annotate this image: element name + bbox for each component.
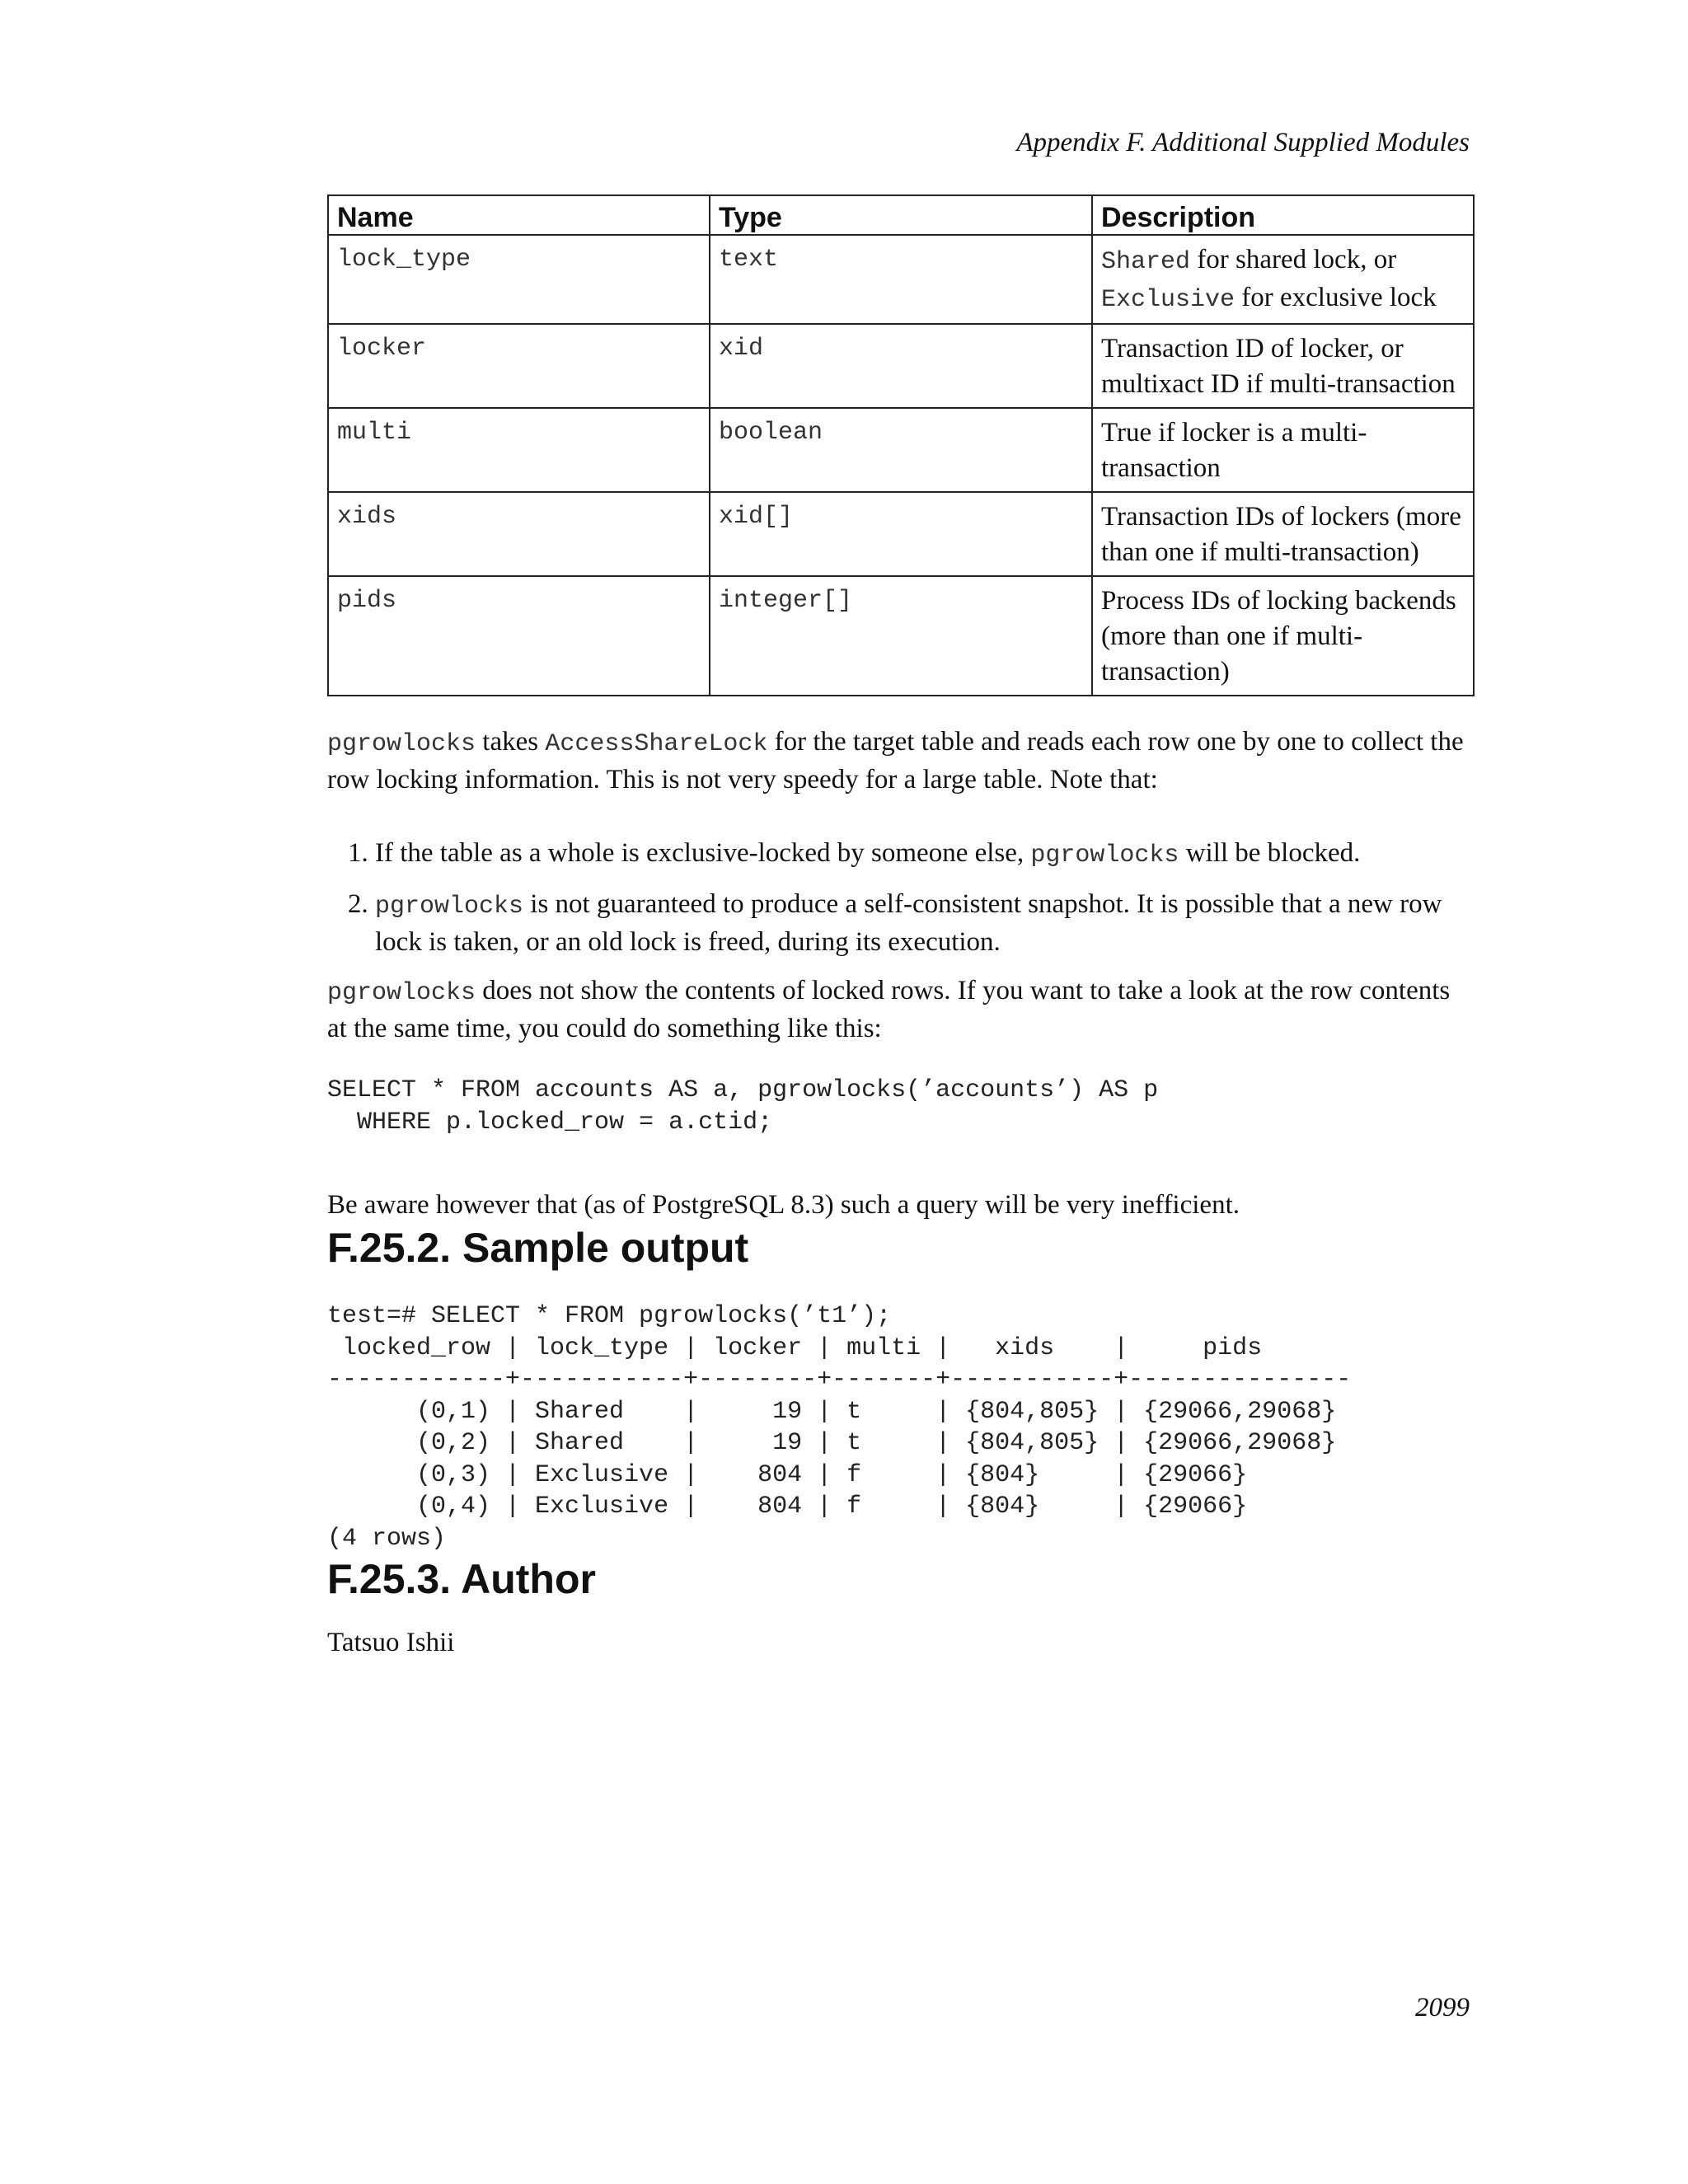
cell-name: xids xyxy=(328,492,710,576)
cell-description: True if locker is a multi-transaction xyxy=(1092,408,1474,492)
body-paragraph xyxy=(327,973,1473,1047)
table-row xyxy=(328,324,1474,408)
cell-description: Transaction IDs of lockers (more than one if multi-transaction) xyxy=(1092,492,1474,576)
code-literal: Exclusive xyxy=(1101,286,1236,314)
code-literal: pgrowlocks xyxy=(327,979,476,1007)
cell-type: boolean xyxy=(710,408,1092,492)
cell-type: xid xyxy=(710,324,1092,408)
sample-output-block: test=# SELECT * FROM pgrowlocks(’t1’); locked_row | lock_type | locker | multi | xids | pids ------------+-----------+--------+-------+-----------+--------------- (0,1) | Shared | 19 | t | {804,805} | {29066,29068} (0,2) | Shared | 19 | t | {804,805} | {29066,29068} (0,3) | Exclusive | 804 | f | {804} | {29066} (0,4) | Exclusive | 804 | f | {804} | {29066} (4 rows) xyxy=(327,1302,1352,1553)
cell-type: xid[] xyxy=(710,492,1092,576)
cell-description: Transaction ID of locker, or multixact ID if multi-transaction xyxy=(1092,324,1474,408)
running-header: Appendix F. Additional Supplied Modules xyxy=(1016,128,1470,157)
cell-description xyxy=(1092,235,1474,324)
desc-text: for exclusive lock xyxy=(1235,283,1437,312)
table-row xyxy=(328,576,1474,696)
paragraph-text: takes xyxy=(476,727,546,757)
list-item xyxy=(375,836,1473,874)
cell-type: integer[] xyxy=(710,576,1092,696)
author-name: Tatsuo Ishii xyxy=(327,1628,455,1657)
body-paragraph xyxy=(327,724,1473,798)
cell-name: lock_type xyxy=(328,235,710,324)
code-literal: pgrowlocks xyxy=(327,730,476,758)
table-header-row xyxy=(328,195,1474,235)
notes-list xyxy=(327,836,1473,960)
cell-name: pids xyxy=(328,576,710,696)
table-row xyxy=(328,235,1474,324)
paragraph-text: does not show the contents of locked rows. If you want to take a look at the row contents at the same time, you could do something like this: xyxy=(327,976,1451,1043)
item-text: will be blocked. xyxy=(1179,838,1361,868)
code-literal: AccessShareLock xyxy=(545,730,768,758)
page-content xyxy=(327,194,1473,1661)
column-header-name: Name xyxy=(328,195,710,235)
code-literal: pgrowlocks xyxy=(1030,841,1179,869)
table-row xyxy=(328,492,1474,576)
code-literal: pgrowlocks xyxy=(375,893,524,921)
pgrowlocks-columns-table xyxy=(327,194,1475,696)
body-paragraph: Be aware however that (as of PostgreSQL 8.3) such a query will be very inefficient. xyxy=(327,1190,1240,1220)
list-item xyxy=(375,887,1473,960)
cell-name: multi xyxy=(328,408,710,492)
cell-type: text xyxy=(710,235,1092,324)
query-code-block: SELECT * FROM accounts AS a, pgrowlocks(’accounts’) AS p WHERE p.locked_row = a.ctid; xyxy=(327,1076,1159,1137)
column-header-type: Type xyxy=(710,195,1092,235)
paragraph-text: for the target table and reads each row one by one to collect the row locking information. This is not very speedy for a large table. Note that: xyxy=(327,727,1464,794)
cell-name: locker xyxy=(328,324,710,408)
page-number: 2099 xyxy=(1415,1993,1470,2022)
desc-text: for shared lock, or xyxy=(1190,245,1397,274)
column-header-description: Description xyxy=(1092,195,1474,235)
item-text: is not guaranteed to produce a self-consistent snapshot. It is possible that a new row lock is taken, or an old lock is freed, during its execution. xyxy=(375,889,1442,957)
table-row xyxy=(328,408,1474,492)
cell-description: Process IDs of locking backends (more than one if multi-transaction) xyxy=(1092,576,1474,696)
section-heading-sample-output: F.25.2. Sample output xyxy=(327,1225,749,1271)
code-literal: Shared xyxy=(1101,248,1191,276)
section-heading-author: F.25.3. Author xyxy=(327,1556,596,1602)
item-text: If the table as a whole is exclusive-locked by someone else, xyxy=(375,838,1031,868)
